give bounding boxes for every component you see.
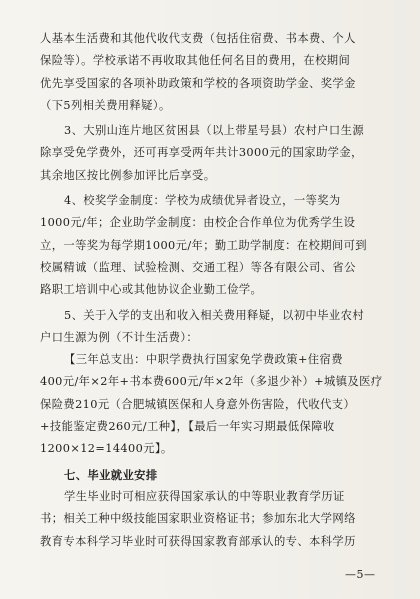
paragraph-3-line: 3、大别山连片地区贫困县（以上带星号县）农村户口生源 <box>64 124 365 138</box>
text-line: 保险等）。学校承诺不再收取其他任何名目的费用，在校期间 <box>40 54 351 68</box>
text-line: （下5列相关费用释疑）。 <box>40 98 171 112</box>
expense-note-line: 【三年总支出：中职学费执行国家免学费政策+住宿费 <box>64 353 343 367</box>
paragraph-5-line: 5、关于入学的支出和收入相关费用释疑，以初中毕业农村 <box>64 308 365 322</box>
text-line: 优先享受国家的各项补助政策和学校的各项资助学金、奖学金 <box>40 76 356 90</box>
text-line: 人基本生活费和其他代收代支费（包括住宿费、书本费、个人 <box>40 32 356 45</box>
text-line: 教育专本科学习毕业时可获得国家教育部承认的专、本科学历 <box>40 534 356 548</box>
text-line: 路职工培训中心或其他协议企业勤工俭学。 <box>40 283 263 297</box>
text-line: 户口生源为例（不计生活费）： <box>40 330 199 344</box>
text-line: 书；相关工种中级技能国家职业资格证书；参加东北大学网络 <box>40 512 356 526</box>
paragraph-4-line: 4、校奖学金制度：学校为成绩优异者设立，一等奖为 <box>64 194 341 208</box>
text-line: 保险费210元（合肥城镇医保和人身意外伤害险，代收代支） <box>40 397 356 411</box>
text-line: +技能鉴定费260元/工种】，【最后一年实习期最低保障收 <box>40 420 335 434</box>
text-line: 立，一等奖为每学期1000元/年；勤工助学制度：在校期间可到 <box>40 238 367 252</box>
text-line: 400元/年×2年+书本费600元/年×2年（多退少补）+城镇及医疗 <box>40 375 383 389</box>
text-line: 其余地区按比例参加评比后享受。 <box>40 168 216 182</box>
text-line: 1000元/年；企业助学金制度：由校企合作单位为优秀学生设 <box>40 216 356 230</box>
text-line: 学生毕业时可相应获得国家承认的中等职业教育学历证 <box>64 489 345 503</box>
body-text <box>40 28 383 553</box>
text-line: 除享受免学费外，还可再享受两年共计3000元的国家助学金， <box>40 146 363 160</box>
page-number: —5— <box>345 568 376 581</box>
text-line: 校属精诚（监理、试验检测、交通工程）等各有限公司、省公 <box>40 260 356 274</box>
section-heading: 七、毕业就业安排 <box>64 467 158 482</box>
text-line: 1200×12=14400元】。 <box>40 442 173 456</box>
